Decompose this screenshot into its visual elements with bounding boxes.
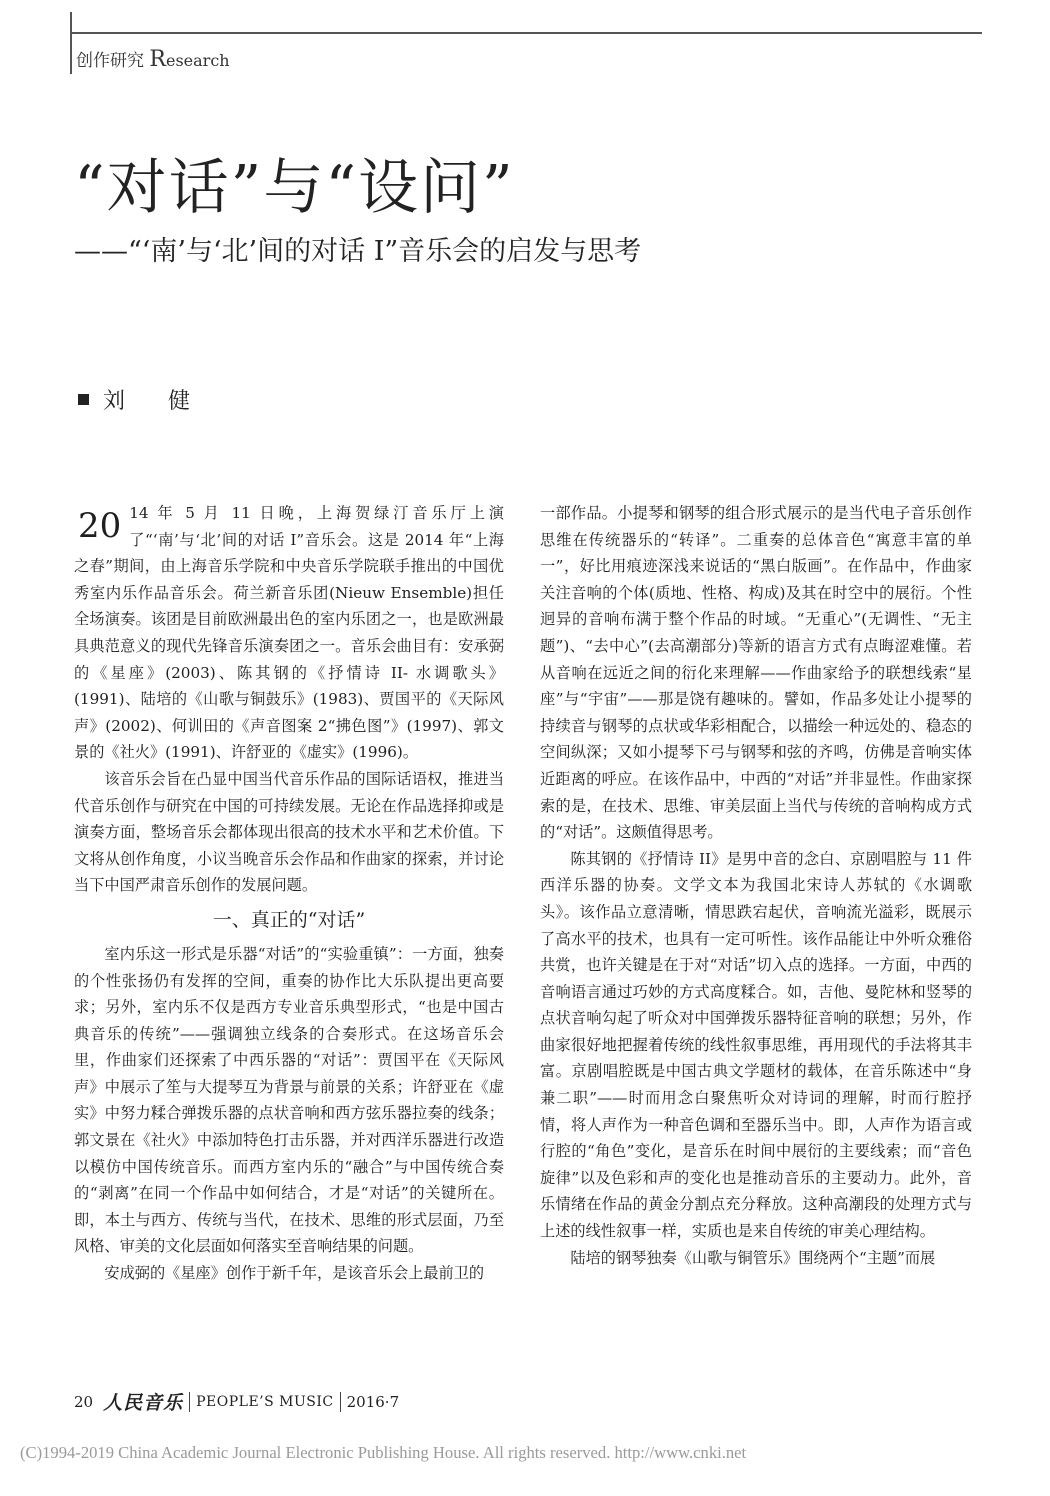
copyright-notice: (C)1994-2019 China Academic Journal Electronic Publishing House. All rights reserved. http://www.cnki.net — [20, 1443, 747, 1462]
section-label-en-initial: R — [149, 47, 166, 72]
section-heading: 一、真正的“对话” — [212, 908, 366, 931]
article-title: “对话”与“设问” — [74, 153, 515, 223]
paragraph: 室内乐这一形式是乐器“对话”的“实验重镇”：一方面，独奏的个性张扬仍有发挥的空间，重奏的协作比大乐队提出更高要求；另外，室内乐不仅是西方专业音乐典型形式，“也是中国古典音乐的传统”——强调独立线条的合奏形式。在这场音乐会里，作曲家们还探索了中西乐器的“对话”：贾国平在《天际风声》中展示了笙与大提琴互为背景与前景的关系；许舒亚在《虚实》中努力糅合弹拨乐器的点状音响和西方弦乐器拉奏的线条；郭文景在《社火》中添加特色打击乐器，并对西洋乐器进行改造以模仿中国传统音乐。而西方室内乐的“融合”与中国传统合奏的“剥离”在同一个作品中如何结合，才是“对话”的关键所在。即，本土与西方、传统与当代，在技术、思维的形式层面，乃至风格、审美的文化层面如何落实至音响结果的问题。 — [74, 944, 504, 1256]
page-number: 20 — [74, 1392, 94, 1411]
article-subtitle: ——“‘南’与‘北’间的对话 I”音乐会的启发与思考 — [74, 236, 642, 267]
paragraph: 安成弼的《星座》创作于新千年，是该音乐会上最前卫的 — [104, 1264, 485, 1283]
page-footer — [74, 1388, 399, 1415]
footer-divider — [340, 1392, 341, 1412]
journal-logo-cn: 人民音乐 — [103, 1392, 184, 1414]
paragraph — [74, 500, 504, 766]
paragraph: 一部作品。小提琴和钢琴的组合形式展示的是当代电子音乐创作思维在传统器乐的“转译”。二重奏的总体音色“寓意丰富的单一”，好比用痕迹深浅来说话的“黑白版画”。在作品中，作曲家关注音响的个体(质地、性格、构成)及其在时空中的展衍。个性迥异的音响布满于整个作品的时域。“无重心”(无调性、“无主题”)、“去中心”(去高潮部分)等新的语言方式有点晦涩难懂。若从音响在远近之间的衍化来理解——作曲家给予的联想线索“星座”与“宇宙”——那是饶有趣味的。譬如，作品多处让小提琴的持续音与钢琴的点状或华彩相配合，以描绘一种远处的、稳态的空间纵深；又如小提琴下弓与钢琴和弦的齐鸣，仿佛是音响实体近距离的呼应。在该作品中，中西的“对话”并非显性。作曲家探索的是，在技术、思维、审美层面上当代与传统的音响构成方式的“对话”。这颇值得思考。 — [540, 504, 972, 842]
author-line — [78, 384, 208, 415]
square-bullet-icon — [78, 394, 89, 405]
issue-number: 2016·7 — [346, 1392, 400, 1411]
header-horizontal-rule — [70, 32, 982, 34]
body-column-left — [74, 500, 504, 1287]
paragraph: 陈其钢的《抒情诗 II》是男中音的念白、京剧唱腔与 11 件西洋乐器的协奏。文学文本为我国北宋诗人苏轼的《水调歌头》。该作品立意清晰，情思跌宕起伏，音响流光溢彩，既展示了高水平的技术，也具有一定可听性。该作品能让中外听众雅俗共赏，也许关键是在于对“对话”切入点的选择。一方面，中西的音响语言通过巧妙的方式高度糅合。如，吉他、曼陀林和竖琴的点状音响勾起了听众对中国弹拨乐器特征音响的联想；另外，作曲家很好地把握着传统的线性叙事思维，再用现代的手法将其丰富。京剧唱腔既是中国古典文学题材的载体，在音乐陈述中“身兼二职”——时而用念白聚焦听众对诗词的理解，时而行腔抒情，将人声作为一种音色调和至器乐当中。即，人声作为语言或行腔的“角色”变化，是音乐在时间中展衍的主要线索；而“音色旋律”以及色彩和声的变化也是推动音乐的主要动力。此外，音乐情绪在作品的黄金分割点充分释放。这种高潮段的处理方式与上述的线性叙事一样，实质也是来自传统的审美心理结构。 — [540, 849, 972, 1241]
section-label-en-rest: esearch — [165, 51, 230, 70]
drop-cap: 20 — [78, 506, 122, 546]
section-label-cn: 创作研究 — [76, 51, 144, 71]
body-column-right — [540, 500, 972, 1271]
section-label — [76, 46, 230, 72]
author-name: 刘 健 — [103, 389, 208, 414]
paragraph-text: 14 年 5 月 11 日晚，上海贺绿汀音乐厅上演了“‘南’与‘北’间的对话 I”音乐会。这是 2014 年“上海之春”期间，由上海音乐学院和中央音乐学院联手推出的中国优秀室内乐作品音乐会。荷兰新音乐团(Nieuw Ensemble)担任全场演奏。该团是目前欧洲最出色的室内乐团之一，也是欧洲最具典范意义的现代先锋音乐演奏团之一。音乐会曲目有：安承弼的《星座》(2003)、陈其钢的《抒情诗 II- 水调歌头》(1991)、陆培的《山歌与铜鼓乐》(1983)、贾国平的《天际风声》(2002)、何训田的《声音图案 2“拂色图”》(1997)、郭文景的《社火》(1991)、许舒亚的《虚实》(1996)。 — [74, 504, 504, 762]
paragraph: 陆培的钢琴独奏《山歌与铜管乐》围绕两个“主题”而展 — [570, 1248, 936, 1267]
header-vertical-rule — [70, 12, 72, 74]
footer-divider — [189, 1392, 190, 1412]
journal-name-en: PEOPLE’S MUSIC — [196, 1393, 334, 1410]
paragraph: 该音乐会旨在凸显中国当代音乐作品的国际话语权，推进当代音乐创作与研究在中国的可持续发展。无论在作品选择抑或是演奏方面，整场音乐会都体现出很高的技术水平和艺术价值。下文将从创作角度，小议当晚音乐会作品和作曲家的探索，并讨论当下中国严肃音乐创作的发展问题。 — [74, 769, 504, 895]
